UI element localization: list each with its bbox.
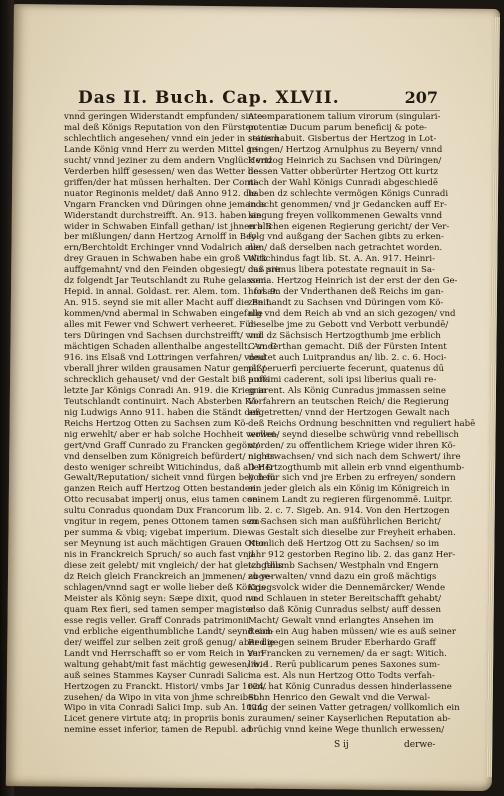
text-line: vnd Schlauen in steter Bereitschafft gehabt/ [248,593,442,604]
text-line: deß Reichs Ordnung beschnitten vnd reguliert habē [248,418,476,429]
text-line: Meister als König seyn: Sæpe dixit, quod nu- [64,593,260,604]
page-number: 207 [404,88,438,107]
text-line: esse regis veller. Graff Conrads patrimonii [64,615,249,626]
text-line: quam Rex fieri, sed tamen semper magister [64,604,255,615]
text-line: Hepid. in annal. Goldast. rer. Alem. tom. 1. fol. 9. [64,287,279,298]
text-line: Gewalt/Reputation/ sicheit vnnd fürgen bey dem [64,473,276,484]
text-line: zuraumen/ seiner Kayserlichen Reputation ab- [248,714,451,725]
text-line: ser Meynung ist auch mächtigen Grauen Otto- [64,539,267,550]
text-line: xonia. Hertzog Heinrich ist der erst der den Ge- [248,276,458,287]
text-line: dessen Vatter obberürter Hertzog Ott kurtz [248,166,439,177]
text-line: Macht/ Gewalt vnnd erlangtes Ansehen im [248,615,434,626]
text-line: jahr 912 gestorben Regino lib. 2. das ganz Her- [248,550,456,561]
text-line: sultu Conradus quondam Dux Francorum [64,506,245,517]
right-text-column [248,112,476,736]
text-line: ern/Berchtoldt Erchinger vnnd Vodalrich alle [64,243,261,254]
text-line: zusehen/ da Wipo in vita von jhme schreibet. [64,692,260,703]
text-line: Teutschlandt continuirt. Nach Absterben Kö- [64,396,260,407]
text-line: folg vnd außgang der Sachen gibts zu erken- [248,232,444,243]
text-line: gnarent. Als König Cunradus jmmassen seine [248,385,446,396]
catchword: derwe- [404,740,436,750]
text-line: erblichen eigenen Regierung gericht/ der Ver- [248,221,450,232]
text-line: zu Francken zu vernemen/ da er sagt: Witich. [248,648,447,659]
text-line: Licet genere virtute atq; in propriis bonis [64,714,245,725]
text-line: deutet auch Luitprandus an/ lib. 2. c. 6. Hoci- [248,352,447,363]
text-line: brüchig vnnd keine Wege thunlich erwessen/ [248,725,445,736]
text-line: vnd denselben zum Königreich befürdert/ nichts [64,451,275,462]
text-line: zu Sachsen sich man außführlichen Bericht/ [248,517,441,528]
text-line: waltung gehabt/mit fast mächtig gewesen/ wie [64,659,268,670]
text-line: Lande König vnnd Herr zu werden Mittel ge- [64,144,260,155]
text-line: dz folgendt Jar Teutschlandt zu Ruhe gelassen. [64,276,269,287]
text-line: was Gestalt sich dieselbe zur Freyheit erhaben. [248,528,456,539]
page-fore-edge [486,17,500,777]
text-line: vnnd geringen Widerstandt empfunden/ sinte- [64,112,266,122]
text-line: nen/ daß derselben nach getrachtet worden. [248,243,443,254]
text-line: potentiæ Ducum parum beneficij & pote- [248,122,427,133]
text-line: griffen/der hat müssen herhalten. Der Conti- [64,177,259,188]
text-line: Vngarn Francken vnd Düringen ohne jemands [64,199,266,210]
text-line: dz Reich gleich Franckreich an jmmenen/ abge- [64,572,273,583]
text-line: schrecklich gehauset/ vnd der Gestalt biß auffs [64,374,270,385]
text-line: 916. ins Elsaß vnd Lottringen verfahren/ vnnd [64,352,266,363]
text-line: nig vnd dem Reich ab vnd an sich gezogen/ vnd [248,309,456,320]
text-line: in acht genommen/ vnd jr Gedancken auff Er- [248,199,447,210]
text-line: nis in Franckreich Spruch/ so auch fast vnd [64,550,255,561]
text-line: langung freyen vollkommenen Gewalts vnnd [248,210,443,221]
text-line: wollen/ seynd dieselbe schwürig vnnd rebellisch [248,429,459,440]
text-line: vberall jhrer wilden grausamen Natur gemäß/ [64,363,266,374]
text-line: auß seines Stammes Kayser Cunradi Salici [64,670,251,681]
text-line: ber mißlungen/ dann Hertzog Arnolff in Bey- [64,232,259,243]
text-line: letzte Jar Königs Conradi An. 919. die Krieg in [64,385,267,396]
text-line: Red gegen seinem Bruder Eberhardo Graff [248,637,436,648]
text-line: Wipo in vita Conradi Salici Imp. sub An. 1024. [64,703,266,714]
text-line: Vorfahrern an teutschen Reich/ die Regierung [248,396,450,407]
text-line: nig erwehlt/ aber er hab solche Hochheit verwei- [64,429,279,440]
text-line: also daß König Cunradus selbst/ auff dessen [248,604,441,615]
left-text-column [64,112,283,736]
text-line: mal deß Königs Reputation von den Fürsten [64,122,257,133]
text-line: Verderben hilff gesessen/ wen das Wetter be- [64,166,262,177]
text-line: nuator Reginonis meldet/ daß Anno 912. die [64,188,257,199]
running-head [78,88,438,110]
text-line: Reichs Hertzog Otten zu Sachsen zum Kö- [64,418,249,429]
text-line: ma est. Als nun Hertzog Otto Todts verfah- [248,670,435,681]
text-line: Widerstandt durchstreifft. An. 913. haben sie [64,210,262,221]
text-line: lib. 1. Rerū publicarum penes Saxones sum- [248,659,440,670]
text-line: desto weniger schreibt Witichindus, daß aller D [64,462,273,473]
text-line: diese zeit gelebt/ mit vngleich/ der hat gleich falls [64,561,283,572]
text-line: mächtigen Schaden allenthalbe angestellt. An. C [64,342,277,353]
text-line: dieselbe jme zu Gebott vnd Verbott verbundē/ [248,320,449,331]
text-line: schlechtlich angesehen/ vnnd ein jeder in seinem [64,133,279,144]
text-line: nach der Wahl Königs Cunradi abgeschiedē [248,177,438,188]
text-line: nig Ludwigs Anno 911. haben die Ständt deß [64,407,261,418]
text-line: auffgemahnt/ vnd den Feinden obgesiegt/ daß sie [64,265,280,276]
text-line: schlagen/vnnd sagt er wolle lieber deß Königs [64,582,266,593]
text-line: ein jeder gleich als ein König im Königreich in [248,484,450,495]
text-line: der/ weiffel zur selben zeit groß genug/ aber die [64,637,275,648]
text-line: vngitur in regem, penes Ottonem tamen sem- [64,517,263,528]
signature-mark: S ij [334,740,349,750]
text-line: An. 915. seynd sie mit aller Macht auff die Bein [64,298,272,309]
text-line: statis habuit. Gisbertus der Hertzog in Lot- [248,133,437,144]
text-line: drey Grauen in Schwaben habe ein groß Volck [64,254,267,265]
text-line: lib. 2. c. 7. Sigeb. An. 914. Von den Hertzogen [248,506,450,517]
text-line: vnd erbliche eigenthumbliche Landt/ seynd son- [64,626,274,637]
text-line: nemine esset inferior, tamen de Republ. ad [64,725,252,736]
text-line: zen Landt zu Sachsen vnd Düringen vom Kö- [248,298,444,309]
text-line: horsam der Vnderthanen deß Reichs im gan- [248,287,444,298]
text-line: ters Düringen vnd Sachsen durchstreifft/ vnd [64,331,262,342]
text-line: angetretten/ vnnd der Hertzogen Gewalt nach [248,407,450,418]
header-rule [78,110,440,111]
text-line: zu verwalten/ vnnd dazu ein groß mächtigs [248,572,437,583]
text-line: worden/ zu offentlichem Kriege wider ihren Kö- [248,440,456,451]
text-line: Hertzogen zu Franckt. Histori/ vmbs Jar 1024. [64,681,267,692]
text-line: Witichindus fagt lib. St. A. An. 917. Heinri- [248,254,436,265]
text-line: D Hertzogthumb mit allein erb vnnd eigenthumb- [248,462,465,473]
text-line: cus primus libera potestate regnauit in Sa- [248,265,435,276]
text-line: lich für sich vnd jre Erben zu erfreyen/ sondern [248,473,456,484]
text-line: C vnderthan gemacht. Diß der Fürsten Intent [248,342,447,353]
chapter-heading: Das II. Buch. Cap. XLVII. [78,88,340,108]
text-line: tzogthumb Sachsen/ Westphaln vnd Engern [248,561,439,572]
text-line: sucht/ vnnd jeziner zu dem andern Vnglück vnd [64,155,273,166]
text-line: tringen/ Hertzog Arnulphus zu Beyern/ vnnd [248,144,443,155]
text-line: Landt vnd Herrschafft so er vom Reich in Ver- [64,648,265,659]
text-line: ren/ hat König Cunradus dessen hinderlassene [248,681,452,692]
text-line: per summa & vbiq; vigebat imperium. Die- [64,528,251,539]
text-line: ganzen Reich auff Hertzog Otten bestanden: [64,484,259,495]
text-line: haben dz schlechte vermögen Königs Cunradi [248,188,449,199]
text-line: alles mit Fewer vnd Schwert verheeret. Für- [64,320,258,331]
text-line: tung der seinen Vatter getragen/ vollkomlich ein [248,703,460,714]
text-line: A comparationem talium virorum (singulari- [248,112,441,122]
text-line: Nemlich deß Hertzog Ott zu Sachsen/ so im [248,539,440,550]
text-line: Otto recusabat imperij onus, eius tamen con- [64,495,261,506]
text-line: proximi caderent, soli ipsi liberius quali re- [248,374,437,385]
text-line: Hertzog Heinrich zu Sachsen vnd Düringen/ [248,155,442,166]
text-line: nig erwachsen/ vnd sich nach dem Schwert/ ihre [248,451,461,462]
text-line: kommen/vnd abermal in Schwaben eingefalle [64,309,263,320]
text-line: gert/vnd Graff Cunrado zu Francken gegönt/ [64,440,259,451]
text-line: Reich ein Aug haben müssen/ wie es auß seiner [248,626,456,637]
text-line: seinem Landt zu regieren fürgenommē. Luitpr. [248,495,453,506]
text-line: Kriegsvolck wider die Dennemärcker/ Wende [248,582,446,593]
text-line: Sohn Henrico den Gewalt vnd die Verwal- [248,692,431,703]
text-line: wider in Schwaben Einfall gethan/ ist jhnen a B [64,221,272,232]
text-line: pli peruerfi perciuerte fecerunt, quatenus dū [248,363,445,374]
text-line: vnd dz Sächsisch Hertzogthumb jme erblich [248,331,441,342]
